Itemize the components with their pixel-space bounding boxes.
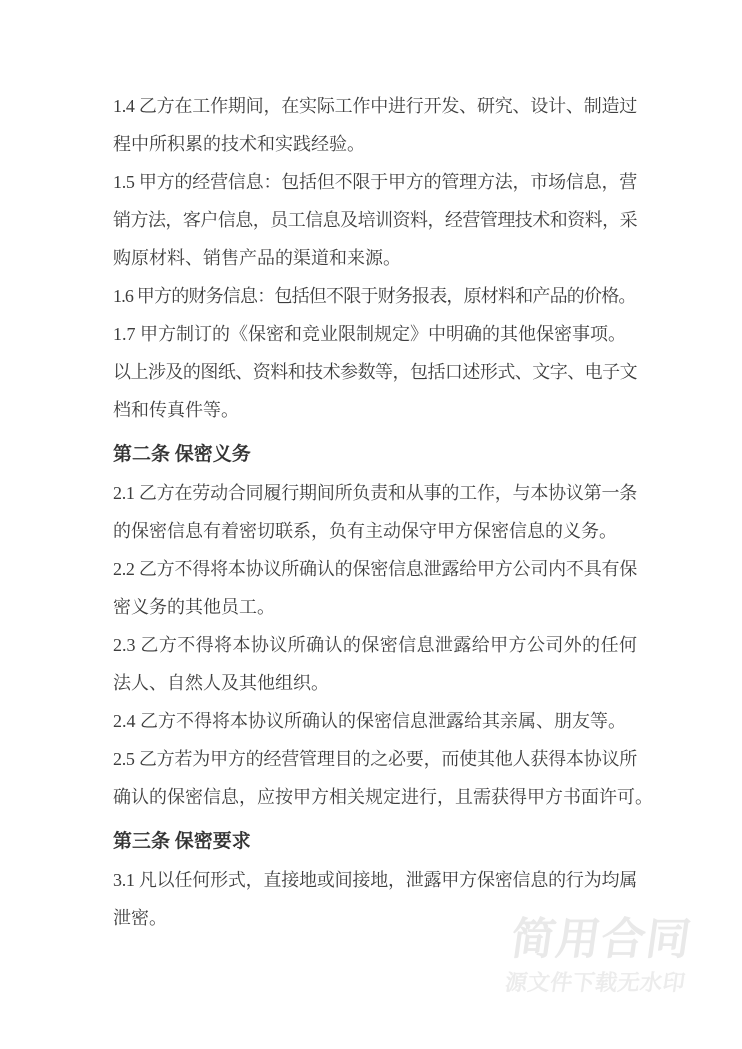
paragraph-line: 1.4 乙方在工作期间，在实际工作中进行开发、研究、设计、制造过	[113, 96, 637, 116]
paragraph-line: 泄密。	[113, 908, 167, 928]
paragraph-line: 2.2 乙方不得将本协议所确认的保密信息泄露给甲方公司内不具有保	[113, 559, 637, 579]
paragraph-line: 2.3 乙方不得将本协议所确认的保密信息泄露给甲方公司外的任何	[113, 635, 637, 655]
paragraph-line: 2.5 乙方若为甲方的经营管理目的之必要，而使其他人获得本协议所	[113, 749, 637, 769]
paragraph-line: 以上涉及的图纸、资料和技术参数等，包括口述形式、文字、电子文	[113, 362, 637, 382]
paragraph-line: 购原材料、销售产品的渠道和来源。	[113, 248, 401, 268]
watermark-subtitle: 源文件下载无水印	[503, 970, 687, 996]
section-heading-3: 第三条 保密要求	[113, 831, 251, 852]
paragraph-line: 2.4 乙方不得将本协议所确认的保密信息泄露给其亲属、朋友等。	[113, 711, 626, 731]
paragraph-line: 程中所积累的技术和实践经验。	[113, 134, 365, 154]
paragraph-line: 销方法，客户信息，员工信息及培训资料，经营管理技术和资料，采	[113, 210, 637, 230]
paragraph-line: 档和传真件等。	[113, 400, 239, 420]
watermark-title: 简用合同	[507, 915, 695, 965]
paragraph-line: 1.7 甲方制订的《保密和竞业限制规定》中明确的其他保密事项。	[113, 324, 626, 344]
paragraph-line: 的保密信息有着密切联系，负有主动保守甲方保密信息的义务。	[113, 521, 617, 541]
paragraph-line: 确认的保密信息，应按甲方相关规定进行，且需获得甲方书面许可。	[113, 787, 653, 807]
paragraph-line: 密义务的其他员工。	[113, 597, 275, 617]
paragraph-line: 3.1 凡以任何形式，直接地或间接地，泄露甲方保密信息的行为均属	[113, 870, 637, 890]
paragraph-line: 2.1 乙方在劳动合同履行期间所负责和从事的工作，与本协议第一条	[113, 483, 637, 503]
paragraph-line: 1.6 甲方的财务信息：包括但不限于财务报表，原材料和产品的价格。	[113, 286, 636, 306]
section-heading-2: 第二条 保密义务	[113, 444, 251, 465]
contract-text-block	[113, 87, 653, 937]
paragraph-line: 1.5 甲方的经营信息：包括但不限于甲方的管理方法，市场信息，营	[113, 172, 637, 192]
paragraph-line: 法人、自然人及其他组织。	[113, 673, 329, 693]
